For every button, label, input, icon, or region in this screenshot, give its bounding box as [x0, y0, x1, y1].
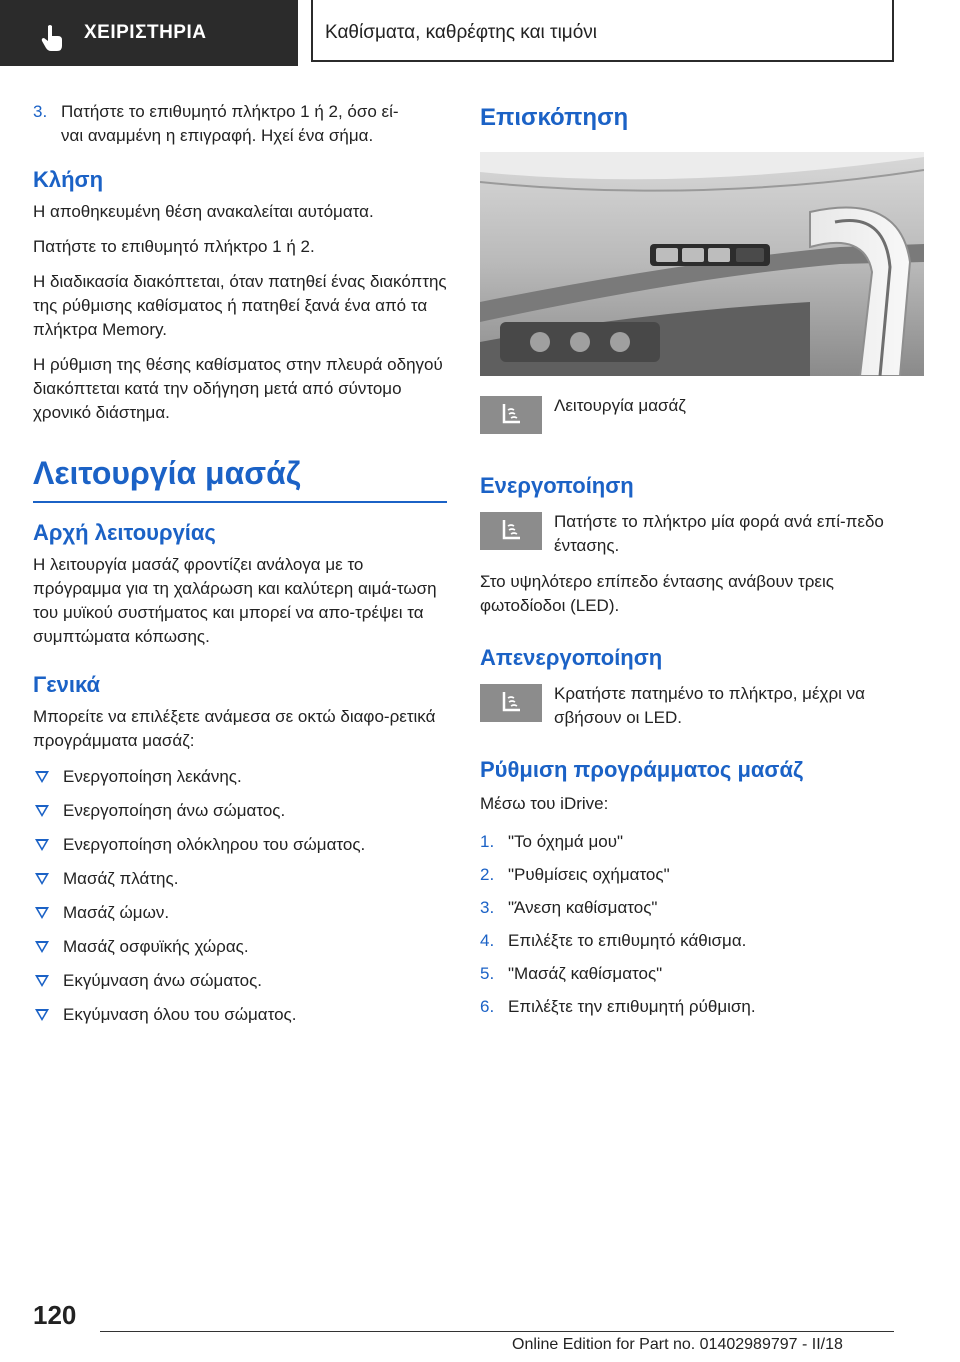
list-item-text: Μασάζ οσφυϊκής χώρας.: [63, 937, 249, 956]
list-item: [480, 929, 924, 953]
step-number: 2.: [480, 865, 495, 884]
page-header: [0, 0, 960, 66]
massage-seat-icon[interactable]: [480, 684, 542, 722]
triangle-bullet-icon: [35, 975, 49, 987]
principle-heading: Αρχή λειτουργίας: [33, 520, 216, 545]
step-text-line-1: Πατήστε το επιθυμητό πλήκτρο 1 ή 2, όσο εί‐: [61, 102, 399, 121]
triangle-bullet-icon: [35, 873, 49, 885]
triangle-bullet-icon: [35, 839, 49, 851]
program-intro: Μέσω του iDrive:: [480, 794, 609, 813]
list-item: [480, 863, 924, 887]
right-column: [480, 100, 924, 1028]
list-item-text: Εκγύμναση όλου του σώματος.: [63, 1005, 297, 1024]
list-item: [480, 962, 924, 986]
hand-pointer-icon: [40, 24, 66, 52]
activate-heading: Ενεργοποίηση: [480, 473, 634, 498]
call-paragraph-4: Η ρύθμιση της θέσης καθίσματος στην πλευρά οδηγού διακόπτεται κατά την οδήγηση μετά από σύντομο χρονικό διάστημα.: [33, 355, 443, 422]
call-paragraph-2: Πατήστε το επιθυμητό πλήκτρο 1 ή 2.: [33, 237, 315, 256]
list-item: [33, 867, 447, 891]
step-text: "Μασάζ καθίσματος": [508, 964, 663, 983]
triangle-bullet-icon: [35, 805, 49, 817]
call-heading: Κλήση: [33, 167, 104, 192]
massage-heading: Λειτουργία μασάζ: [33, 455, 301, 491]
section-label: ΧΕΙΡΙΣΤΗΡΙΑ: [84, 22, 207, 43]
footer-rule: [100, 1331, 894, 1332]
list-item: [480, 830, 924, 854]
step-number: 4.: [480, 931, 495, 950]
triangle-bullet-icon: [35, 907, 49, 919]
call-paragraph-3: Η διαδικασία διακόπτεται, όταν πατηθεί ένας διακόπτης της ρύθμισης καθίσματος ή πατηθεί ξανά ένα από τα πλήκτρα Memory.: [33, 272, 447, 339]
step-number: 1.: [480, 832, 495, 851]
list-item: [33, 935, 447, 959]
deactivate-text: Κρατήστε πατημένο το πλήκτρο, μέχρι να σβήσουν οι LED.: [554, 684, 865, 727]
call-paragraph-1: Η αποθηκευμένη θέση ανακαλείται αυτόματα.: [33, 202, 374, 221]
principle-text: Η λειτουργία μασάζ φροντίζει ανάλογα με το πρόγραμμα για τη χαλάρωση και καλύτερη αιμά‐τωση του μυϊκού συστήματος και μπορεί να απο‐τρέψει τα συμπτώματα κόπωσης.: [33, 555, 437, 646]
list-item-text: Ενεργοποίηση άνω σώματος.: [63, 801, 286, 820]
icon-caption: Λειτουργία μασάζ: [554, 396, 686, 415]
triangle-bullet-icon: [35, 941, 49, 953]
list-item: [33, 833, 447, 857]
list-item: [33, 799, 447, 823]
step-3: [33, 100, 447, 148]
door-panel-photo: [480, 152, 924, 376]
list-item: [33, 1003, 447, 1027]
massage-icon-row: [480, 394, 924, 442]
list-item-text: Ενεργοποίηση λεκάνης.: [63, 767, 242, 786]
program-heading: Ρύθμιση προγράμματος μασάζ: [480, 757, 804, 782]
overview-heading: Επισκόπηση: [480, 104, 629, 131]
list-item-text: Εκγύμναση άνω σώματος.: [63, 971, 262, 990]
step-text: "Άνεση καθίσματος": [508, 898, 658, 917]
page-number: 120: [33, 1300, 77, 1330]
step-text: Επιλέξτε την επιθυμητή ρύθμιση.: [508, 997, 756, 1016]
chapter-label: Καθίσματα, καθρέφτης και τιμόνι: [325, 22, 598, 43]
triangle-bullet-icon: [35, 771, 49, 783]
list-item-text: Ενεργοποίηση ολόκληρου του σώματος.: [63, 835, 366, 854]
activate-text: Πατήστε το πλήκτρο μία φορά ανά επί‐πεδο έντασης.: [554, 512, 884, 555]
activate-paragraph: Στο υψηλότερο επίπεδο έντασης ανάβουν τρεις φωτοδίοδοι (LED).: [480, 572, 834, 615]
list-item: [480, 896, 924, 920]
deactivate-row: [480, 682, 924, 730]
massage-seat-icon[interactable]: [480, 512, 542, 550]
step-text-line-2: ναι αναμμένη η επιγραφή. Ηχεί ένα σήμα.: [61, 126, 374, 145]
step-number: 6.: [480, 997, 495, 1016]
step-text: Επιλέξτε το επιθυμητό κάθισμα.: [508, 931, 747, 950]
list-item: [33, 765, 447, 789]
deactivate-heading: Απενεργοποίηση: [480, 645, 663, 670]
general-text: Μπορείτε να επιλέξετε ανάμεσα σε οκτώ διαφο‐ρετικά προγράμματα μασάζ:: [33, 707, 436, 750]
edition-text: Online Edition for Part no. 01402989797 - II/18: [512, 1336, 843, 1353]
heading-rule: [33, 501, 447, 503]
list-item-text: Μασάζ πλάτης.: [63, 869, 179, 888]
list-item: [480, 995, 924, 1019]
list-item: [33, 969, 447, 993]
section-tab[interactable]: [0, 0, 298, 66]
list-item-text: Μασάζ ώμων.: [63, 903, 170, 922]
activate-row: [480, 510, 924, 558]
step-number: 5.: [480, 964, 495, 983]
step-number: 3.: [33, 102, 48, 121]
list-item: [33, 901, 447, 925]
step-number: 3.: [480, 898, 495, 917]
triangle-bullet-icon: [35, 1009, 49, 1021]
step-text: "Ρυθμίσεις οχήματος": [508, 865, 670, 884]
program-steps: [480, 830, 924, 1019]
program-list: [33, 765, 447, 1027]
chapter-tab[interactable]: [311, 0, 894, 62]
massage-seat-icon[interactable]: [480, 396, 542, 434]
general-heading: Γενικά: [33, 672, 101, 697]
left-column: [33, 100, 447, 1037]
step-text: "Το όχημά μου": [508, 832, 624, 851]
